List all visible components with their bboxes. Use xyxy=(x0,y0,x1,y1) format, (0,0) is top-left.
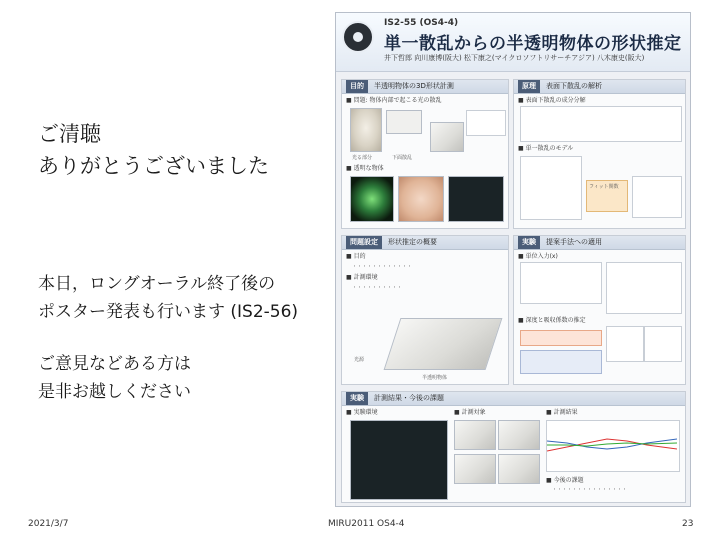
poster-panel-setting xyxy=(341,235,509,385)
panel-bullet: ■ 実験環境 xyxy=(342,406,382,419)
estimation-graph xyxy=(644,326,682,362)
panel-tag: 目的 xyxy=(346,80,368,93)
poster-announcement xyxy=(38,270,298,326)
equation-block xyxy=(520,262,602,304)
question-line-2: 是非お越しください xyxy=(38,382,191,402)
panel-tag: 実験 xyxy=(346,392,368,405)
panel-bullet: ■ 計測結果 xyxy=(542,406,582,419)
panel-bullet: ■ 計測環境 xyxy=(342,271,508,284)
scan-result-image xyxy=(448,176,504,222)
panel-header xyxy=(514,236,685,250)
target-object-photo xyxy=(454,420,496,450)
panel-header xyxy=(342,236,508,250)
footer-date: 2021/3/7 xyxy=(28,519,69,529)
result-shape-photo xyxy=(498,454,540,484)
panel-bullet: ■ 表面下散乱の成分分解 xyxy=(514,94,685,107)
result-curves xyxy=(547,421,677,469)
fitting-function-box xyxy=(586,180,628,212)
poster-id: IS2-55 (OS4-4) xyxy=(384,18,459,28)
scattering-components-diagram xyxy=(520,106,682,142)
panel-bullet: ■ 単位入力(x) xyxy=(514,250,685,263)
thanks-line-2: ありがとうございました xyxy=(38,154,269,178)
university-logo-icon xyxy=(342,21,374,53)
poster-panel-results xyxy=(341,391,686,503)
label-text: 光源 xyxy=(354,357,365,363)
estimation-graph xyxy=(606,326,644,362)
poster-header xyxy=(336,13,690,72)
panel-header xyxy=(342,80,508,94)
poster-panel-purpose xyxy=(341,79,509,229)
experimental-setup-photo xyxy=(350,420,448,500)
box-label: フィット関数 xyxy=(589,184,619,190)
target-object-photo xyxy=(498,420,540,450)
statue-photo xyxy=(350,108,382,152)
panel-tag: 実験 xyxy=(518,236,540,249)
panel-bullet: ■ 単一散乱のモデル xyxy=(514,142,577,155)
panel-tag: 原理 xyxy=(518,80,540,93)
label-text: 光る部分 xyxy=(352,155,373,161)
panel-header xyxy=(342,392,685,406)
poster-note-line-2: ポスター発表も行います (IS2-56) xyxy=(38,302,299,322)
sample-photo xyxy=(386,110,422,134)
laser-photo xyxy=(350,176,394,222)
question-line-1: ご意見などある方は xyxy=(38,354,191,374)
single-scattering-model-diagram xyxy=(520,156,582,220)
label-text: 下面散乱 xyxy=(392,155,413,161)
panel-bullet: ■ 今後の課題 xyxy=(542,474,588,487)
translucent-block-diagram xyxy=(384,318,503,370)
panel-bullet: ■ 問題: 物体内部で起こる光の散乱 xyxy=(342,94,508,107)
poster-note-line-1: 本日，ロングオーラル終了後の xyxy=(38,274,276,294)
poster-panel-method xyxy=(513,235,686,385)
scattering-diagram xyxy=(466,110,506,136)
panel-heading: 半透明物体の3D形状計測 xyxy=(374,82,454,90)
question-invitation xyxy=(38,350,191,406)
result-shape-photo xyxy=(454,454,496,484)
panel-bullet: ■ 深度と吸収係数の推定 xyxy=(514,314,590,327)
page-number: 23 xyxy=(682,519,694,529)
panel-heading: 計測結果・今後の課題 xyxy=(374,394,444,402)
panel-heading: 提案手法への適用 xyxy=(546,238,602,246)
translucent-cube-photo xyxy=(430,122,464,152)
poster-authors: 井下哲郎 向川康博(阪大) 松下康之(マイクロソフトリサーチアジア) 八木康史(阪大) xyxy=(384,54,645,62)
poster-title: 単一散乱からの半透明物体の形状推定 xyxy=(384,34,682,54)
poster-image xyxy=(335,12,691,507)
footer-conference: MIRU2011 OS4-4 xyxy=(328,519,405,529)
measurement-result-graph xyxy=(546,420,680,472)
panel-bullet: ■ 計測対象 xyxy=(450,406,490,419)
panel-text: ・・・・・・・・・・・・・・・ xyxy=(552,487,628,493)
poster-panel-principle xyxy=(513,79,686,229)
panel-text: ・・・・・・・・・・ xyxy=(352,285,403,291)
phase-function-diagram xyxy=(632,176,682,218)
panel-heading: 形状推定の概要 xyxy=(388,238,437,246)
panel-header xyxy=(514,80,685,94)
label-text: 半透明物体 xyxy=(422,375,448,381)
equation-highlight xyxy=(520,330,602,346)
panel-heading: 表面下散乱の解析 xyxy=(546,82,602,90)
thanks-message xyxy=(38,118,269,182)
hand-photo xyxy=(398,176,444,222)
intensity-curve-graph xyxy=(606,262,682,314)
panel-text: ・・・・・・・・・・・・ xyxy=(352,264,413,270)
thanks-line-1: ご清聴 xyxy=(38,122,101,146)
panel-bullet: ■ 透明な物体 xyxy=(342,162,388,175)
panel-tag: 問題設定 xyxy=(346,236,382,249)
equation-highlight xyxy=(520,350,602,374)
panel-bullet: ■ 目的 xyxy=(342,250,508,263)
